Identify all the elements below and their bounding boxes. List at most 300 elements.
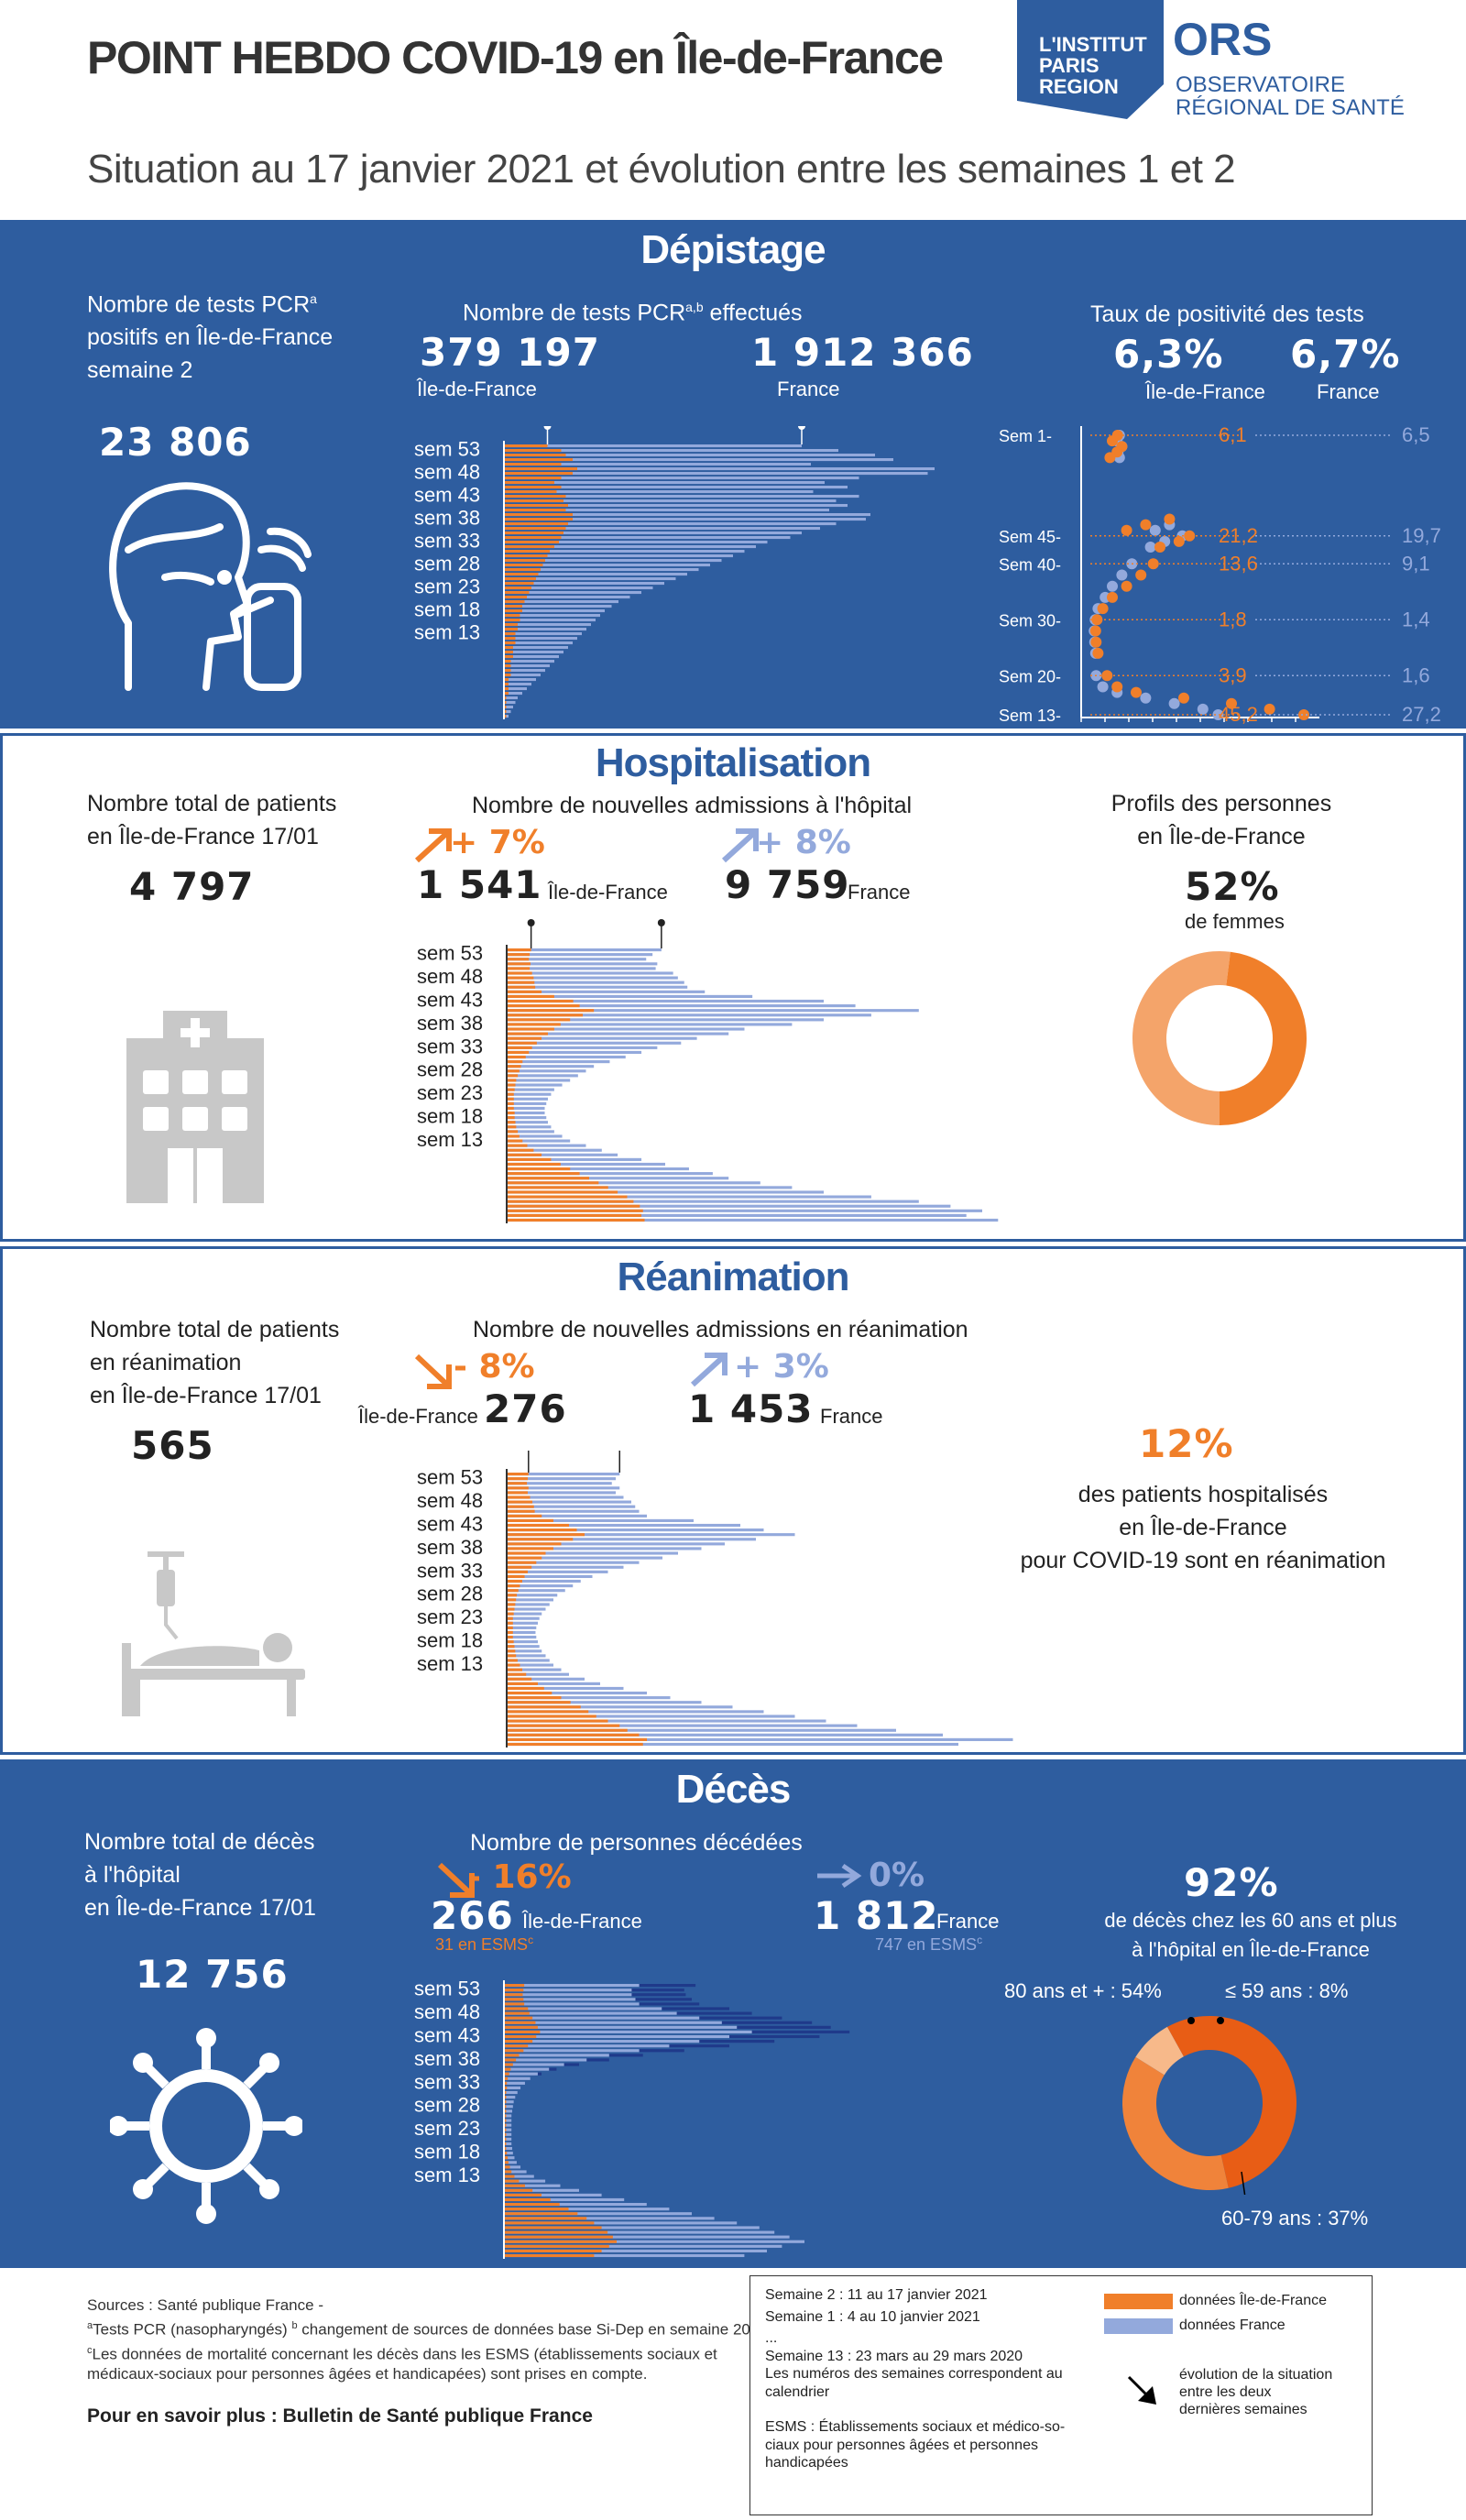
virus-icon — [110, 2025, 302, 2227]
point-idf — [1135, 570, 1146, 581]
bar-idf — [507, 1584, 520, 1587]
tick-label: sem 23 — [417, 1081, 484, 1105]
bar-idf — [504, 2194, 542, 2197]
bar-idf — [504, 2221, 594, 2224]
hosp-idf-change: + 7% — [450, 824, 545, 861]
hosp-total-label: Nombre total de patients en Île-de-France 17/01 — [87, 791, 337, 849]
tick-label: Sem 45- — [999, 527, 1062, 546]
bar-esms — [564, 2063, 579, 2065]
tick-label: Sem 20- — [999, 667, 1062, 686]
deces-age-text: de décès chez les 60 ans et plus à l'hôpital en Île-de-France — [1104, 1909, 1397, 1961]
value-pointer-dot — [528, 919, 535, 926]
point-idf — [1174, 536, 1185, 547]
point-idf — [1090, 626, 1101, 637]
tick-label: sem 43 — [417, 988, 484, 1012]
bar-idf — [507, 1682, 538, 1685]
point-idf — [1131, 687, 1142, 698]
bar-esms — [752, 2031, 850, 2033]
more-info-link[interactable]: Pour en savoir plus : Bulletin de Santé publique France — [87, 2405, 593, 2427]
bar-idf — [507, 1046, 532, 1049]
bar-idf — [504, 527, 566, 530]
bar-idf — [507, 1056, 526, 1058]
bar-france — [504, 2068, 549, 2071]
tick-label: sem 13 — [417, 1651, 484, 1675]
bar-france — [504, 2021, 722, 2024]
reanimation-section — [0, 1246, 1466, 1755]
bar-esms — [636, 1998, 693, 2000]
point-idf — [1154, 542, 1165, 553]
bar-idf — [504, 2007, 528, 2010]
bar-idf — [504, 2031, 540, 2033]
bar-idf — [507, 1557, 542, 1560]
bar-idf — [507, 1580, 522, 1583]
rea-share-pct: 12% — [1139, 1421, 1234, 1466]
point-france — [1198, 704, 1209, 715]
bar-idf — [507, 995, 554, 998]
tick-label: sem 28 — [414, 2093, 481, 2117]
point-idf — [1298, 709, 1309, 720]
point-france — [1116, 570, 1127, 581]
tick-label: sem 28 — [417, 1057, 484, 1081]
bar-idf — [507, 1093, 514, 1096]
bar-france — [504, 2026, 737, 2029]
bar-esms — [609, 2054, 643, 2056]
bar-idf — [507, 1496, 531, 1498]
bar-idf — [504, 2026, 538, 2029]
deces-fr-label: France — [936, 1910, 1000, 1933]
tick-label: sem 23 — [417, 1605, 484, 1629]
bar-idf — [507, 1734, 640, 1737]
bar-idf — [504, 660, 511, 663]
annotation-france: 1,4 — [1402, 608, 1430, 631]
tick-label: sem 48 — [414, 2000, 481, 2023]
bar-idf — [507, 1000, 574, 1003]
bar-esms — [722, 2021, 812, 2024]
bar-idf — [507, 977, 533, 980]
bar-idf — [504, 568, 541, 571]
bar-idf — [504, 2212, 577, 2215]
bar-france — [504, 2031, 752, 2033]
point-idf — [1111, 682, 1122, 693]
bar-idf — [507, 1482, 527, 1485]
rea-chart-title: Nombre de nouvelles admissions en réanimation — [473, 1317, 968, 1342]
bar-esms — [538, 2073, 542, 2076]
deces-bar-chart — [403, 1966, 1063, 2268]
logo-line: REGION — [1039, 75, 1119, 98]
tests-idf-label: Île-de-France — [417, 378, 537, 400]
women-donut-chart — [1128, 947, 1311, 1130]
bar-idf — [504, 637, 516, 640]
bar-idf — [507, 1139, 522, 1142]
bar-idf — [504, 2208, 569, 2210]
bar-idf — [507, 1098, 514, 1101]
rea-total-value: 565 — [131, 1423, 214, 1468]
tick-label: sem 33 — [414, 2070, 481, 2094]
bar-idf — [507, 1112, 515, 1114]
tick-label: sem 38 — [417, 1011, 484, 1035]
deces-idf-label: Île-de-France — [522, 1910, 642, 1933]
bar-idf — [504, 2049, 523, 2052]
bar-idf — [507, 1551, 546, 1554]
bar-esms — [737, 2026, 831, 2029]
bar-idf — [507, 1575, 525, 1578]
bar-idf — [507, 1705, 581, 1708]
bar-idf — [504, 664, 511, 667]
bar-france — [504, 2082, 525, 2085]
bar-france — [504, 2077, 531, 2080]
bar-idf — [507, 1486, 529, 1489]
bar-idf — [507, 1083, 516, 1086]
bar-idf — [507, 1547, 553, 1550]
bar-france — [504, 2017, 699, 2020]
deces-age-donut-chart — [1118, 2011, 1301, 2195]
bar-idf — [507, 1079, 516, 1081]
tests-fr-label: France — [777, 378, 840, 400]
bar-idf — [507, 1009, 594, 1012]
section-title: Dépistage — [640, 227, 826, 272]
bar-idf — [507, 1060, 522, 1063]
marker-dot — [1217, 2017, 1224, 2024]
bar-idf — [504, 614, 520, 617]
arrow-up-right-icon — [688, 1350, 734, 1388]
bar-idf — [507, 1654, 516, 1657]
bar-idf — [504, 2002, 524, 2005]
bar-idf — [507, 981, 534, 984]
bar-idf — [504, 2180, 519, 2183]
bar-idf — [507, 1603, 515, 1605]
bar-idf — [507, 1645, 515, 1648]
bar-idf — [507, 948, 531, 951]
deces-age-pct: 92% — [1184, 1860, 1279, 1905]
tick-label: sem 18 — [414, 2140, 481, 2164]
tick-label: sem 28 — [414, 552, 481, 575]
bar-idf — [507, 1743, 643, 1746]
bar-idf — [504, 2175, 514, 2177]
bar-idf — [504, 531, 563, 534]
point-france — [1098, 682, 1109, 693]
bar-idf — [507, 1190, 618, 1193]
bar-idf — [507, 1018, 570, 1021]
hosp-bar-chart — [406, 919, 1066, 1231]
tick-label: sem 33 — [417, 1559, 484, 1583]
arrow-right-icon — [815, 1862, 863, 1890]
bar-esms — [662, 2007, 729, 2010]
tick-label: Sem 13- — [999, 707, 1062, 724]
bar-idf — [504, 2054, 519, 2056]
bar-idf — [507, 1102, 514, 1105]
bar-idf — [504, 486, 562, 488]
tick-label: sem 43 — [417, 1512, 484, 1536]
deces-fr-esms: 747 en ESMS$^c$ — [875, 1934, 983, 1954]
tick-label: Sem 30- — [999, 611, 1062, 630]
bar-france — [504, 2054, 609, 2056]
bar-idf — [504, 1984, 524, 1987]
legend-text: Semaine 2 : 11 au 17 janvier 2021 Semaine 1 : 4 au 10 janvier 2021 ... Semaine 13 : 23 mars au 29 mars 2020 Les numéros des semaines correspondent au calendrier ESMS : Établissements sociaux et médico-so- ciaux pour personnes âgées et personnes handicapées — [765, 2287, 1066, 2471]
bar-idf — [504, 2170, 511, 2173]
bar-idf — [504, 2236, 613, 2239]
bar-idf — [507, 1561, 536, 1564]
bar-france — [504, 646, 568, 649]
tick-label: sem 13 — [414, 2163, 481, 2186]
bar-idf — [507, 1542, 562, 1545]
arrow-down-right-icon — [1125, 2373, 1162, 2410]
bar-idf — [507, 962, 531, 965]
legend-fr-swatch — [1104, 2318, 1173, 2334]
rea-fr-change: + 3% — [734, 1348, 829, 1386]
bar-idf — [504, 513, 573, 516]
bar-idf — [507, 1506, 534, 1508]
bar-idf — [504, 467, 577, 470]
deces-total-label: Nombre total de décès à l'hôpital en Île-de-France 17/01 — [84, 1829, 316, 1921]
bar-idf — [504, 2198, 551, 2201]
bar-idf — [507, 1125, 516, 1128]
positive-tests-label: Nombre de tests PCR$^a$ positifs en Île-de-France semaine 2 — [87, 291, 334, 384]
bar-idf — [504, 2230, 607, 2233]
point-idf — [1098, 603, 1109, 614]
women-label: de femmes — [1185, 910, 1285, 933]
bar-esms — [631, 1993, 685, 1996]
bar-idf — [507, 1687, 544, 1690]
deces-idf-change: - 16% — [467, 1858, 572, 1896]
bar-idf — [507, 1210, 643, 1212]
tick-label: sem 43 — [414, 483, 481, 507]
bar-france — [504, 1998, 636, 2000]
bar-idf — [504, 573, 539, 575]
women-pct: 52% — [1185, 864, 1280, 909]
point-idf — [1264, 704, 1275, 715]
bar-idf — [504, 522, 568, 525]
bar-idf — [507, 1613, 514, 1616]
bar-idf — [507, 1663, 520, 1666]
legend-fr-label: données France — [1179, 2317, 1285, 2333]
positivity-scatter-chart — [999, 408, 1448, 724]
bar-idf — [507, 1501, 532, 1504]
hospitalisation-section — [0, 733, 1466, 1242]
bar-france — [507, 1079, 570, 1081]
bar-idf — [507, 1528, 577, 1531]
bar-idf — [504, 623, 518, 626]
rate-fr-value: 6,7% — [1290, 332, 1401, 377]
bar-idf — [507, 991, 542, 993]
bar-france — [504, 444, 802, 447]
legend-arrow-text: évolution de la situation entre les deux dernières semaines — [1179, 2367, 1333, 2417]
tick-label: sem 53 — [414, 437, 481, 461]
bar-idf — [504, 582, 534, 585]
bar-idf — [507, 1065, 521, 1068]
bar-esms — [699, 2040, 774, 2043]
bar-idf — [504, 609, 522, 612]
deces-idf-value: 266 — [431, 1893, 514, 1938]
hosp-fr-value: 9 759 — [725, 862, 850, 907]
tests-idf-value: 379 197 — [420, 330, 600, 375]
tick-label: sem 38 — [414, 506, 481, 530]
bar-idf — [504, 2068, 510, 2071]
tick-label: sem 18 — [417, 1628, 484, 1652]
point-idf — [1092, 648, 1103, 659]
bar-idf — [507, 958, 529, 960]
bar-esms — [729, 2035, 819, 2038]
bar-idf — [504, 536, 562, 539]
bar-idf — [507, 1134, 520, 1137]
bar-idf — [504, 655, 513, 658]
annotation-idf: 6,1 — [1219, 423, 1247, 446]
bar-idf — [507, 1200, 633, 1203]
bar-idf — [507, 1074, 518, 1077]
bar-idf — [507, 1037, 542, 1040]
annotation-france: 9,1 — [1402, 552, 1430, 575]
rea-bar-chart — [406, 1451, 1066, 1753]
bar-idf — [504, 490, 557, 493]
annotation-idf: 3,9 — [1219, 663, 1247, 687]
bar-idf — [504, 463, 562, 466]
donut-slice — [1132, 951, 1231, 1125]
bar-idf — [504, 458, 573, 461]
point-idf — [1121, 525, 1132, 536]
bar-idf — [504, 504, 568, 507]
bar-esms — [640, 1984, 696, 1987]
profile-title: Profils des personnes en Île-de-France — [1110, 791, 1332, 849]
age-59-label: ≤ 59 ans : 8% — [1225, 1979, 1349, 2002]
bar-idf — [507, 1069, 520, 1072]
bar-idf — [504, 2040, 532, 2043]
bar-idf — [507, 1594, 517, 1596]
bar-idf — [507, 1538, 573, 1540]
bar-idf — [504, 669, 511, 672]
point-idf — [1121, 581, 1132, 592]
deces-fr-value: 1 812 — [814, 1893, 939, 1938]
point-idf — [1104, 452, 1115, 463]
bar-idf — [504, 2254, 594, 2257]
bar-idf — [504, 2245, 609, 2248]
annotation-idf: 13,6 — [1219, 552, 1258, 575]
bar-idf — [504, 651, 513, 653]
bar-esms — [640, 2049, 684, 2052]
deces-fr-change: 0% — [869, 1857, 925, 1894]
annotation-france: 27,2 — [1402, 703, 1441, 724]
rate-idf-value: 6,3% — [1113, 332, 1224, 377]
bar-idf — [507, 1710, 588, 1713]
bar-france — [504, 632, 582, 635]
bar-idf — [504, 577, 536, 580]
deces-total-value: 12 756 — [136, 1952, 289, 1997]
bar-france — [504, 1984, 640, 1987]
bar-idf — [507, 1195, 627, 1198]
bar-idf — [507, 1167, 570, 1170]
bar-idf — [507, 1692, 552, 1694]
tick-label: Sem 40- — [999, 555, 1062, 575]
annotation-idf: 21,2 — [1219, 523, 1258, 547]
bar-idf — [504, 2217, 586, 2219]
bar-idf — [507, 1130, 518, 1133]
bar-idf — [504, 2021, 535, 2024]
person-test-swab-icon — [101, 477, 312, 696]
tick-label: sem 33 — [414, 529, 481, 553]
bar-esms — [640, 2002, 700, 2005]
bar-idf — [504, 444, 548, 447]
point-idf — [1164, 514, 1175, 525]
bar-idf — [507, 1524, 569, 1527]
bar-idf — [507, 1673, 526, 1676]
point-idf — [1107, 435, 1118, 446]
bar-idf — [507, 1622, 513, 1625]
bar-idf — [504, 646, 513, 649]
bar-idf — [507, 1107, 514, 1110]
bar-idf — [507, 1738, 647, 1741]
bar-idf — [507, 1116, 515, 1119]
tick-label: sem 18 — [414, 597, 481, 621]
point-idf — [1184, 531, 1195, 542]
arrow-down-right-icon — [412, 1352, 458, 1390]
marker-dot — [1187, 2017, 1195, 2024]
bar-idf — [507, 1696, 562, 1699]
point-idf — [1140, 520, 1151, 531]
bar-idf — [504, 449, 562, 452]
bar-idf — [507, 1617, 513, 1620]
bar-france — [504, 660, 554, 663]
bar-idf — [504, 2226, 602, 2229]
bar-idf — [504, 591, 530, 594]
tick-label: sem 43 — [414, 2023, 481, 2047]
tests-fr-value: 1 912 366 — [751, 330, 974, 375]
value-pointer-dot — [798, 426, 805, 430]
annotation-idf: 45,2 — [1219, 703, 1258, 724]
bar-idf — [507, 1589, 519, 1592]
bar-idf — [507, 986, 535, 989]
bar-idf — [504, 586, 531, 589]
bar-idf — [507, 1186, 608, 1189]
bar-idf — [507, 1473, 529, 1475]
bar-idf — [504, 545, 554, 548]
rate-fr-label: France — [1317, 380, 1380, 403]
rea-idf-value: 276 — [484, 1386, 567, 1431]
annotation-france: 19,7 — [1402, 523, 1441, 547]
hosp-fr-change: + 8% — [756, 824, 851, 861]
bar-idf — [507, 971, 532, 974]
bar-idf — [504, 481, 554, 484]
bar-idf — [507, 967, 530, 970]
tests-bar-chart — [403, 426, 935, 738]
rate-idf-label: Île-de-France — [1145, 380, 1265, 403]
tick-label: sem 38 — [417, 1535, 484, 1559]
bar-idf — [504, 472, 573, 475]
bar-idf — [504, 550, 550, 553]
section-title: Hospitalisation — [595, 740, 871, 785]
bar-idf — [504, 2017, 532, 2020]
bar-esms — [699, 2017, 782, 2020]
bar-idf — [504, 632, 516, 635]
bar-france — [504, 2035, 729, 2038]
bar-idf — [507, 1729, 628, 1732]
point-france — [1150, 525, 1161, 536]
bar-idf — [507, 1649, 515, 1652]
bar-idf — [504, 605, 522, 608]
hospital-building-icon — [126, 1011, 264, 1203]
bar-france — [504, 2049, 640, 2052]
bar-idf — [504, 674, 511, 676]
bar-france — [504, 2044, 669, 2047]
logo-line: OBSERVATOIRE — [1176, 72, 1345, 97]
bar-idf — [504, 2044, 528, 2047]
point-france — [1145, 542, 1156, 553]
tick-label: sem 33 — [417, 1035, 484, 1058]
bar-idf — [507, 1172, 580, 1175]
bar-idf — [507, 1491, 528, 1494]
bar-idf — [504, 509, 566, 511]
bar-idf — [507, 1033, 548, 1035]
bar-idf — [504, 628, 518, 630]
bar-idf — [507, 1219, 645, 1222]
rea-fr-value: 1 453 — [688, 1386, 814, 1431]
